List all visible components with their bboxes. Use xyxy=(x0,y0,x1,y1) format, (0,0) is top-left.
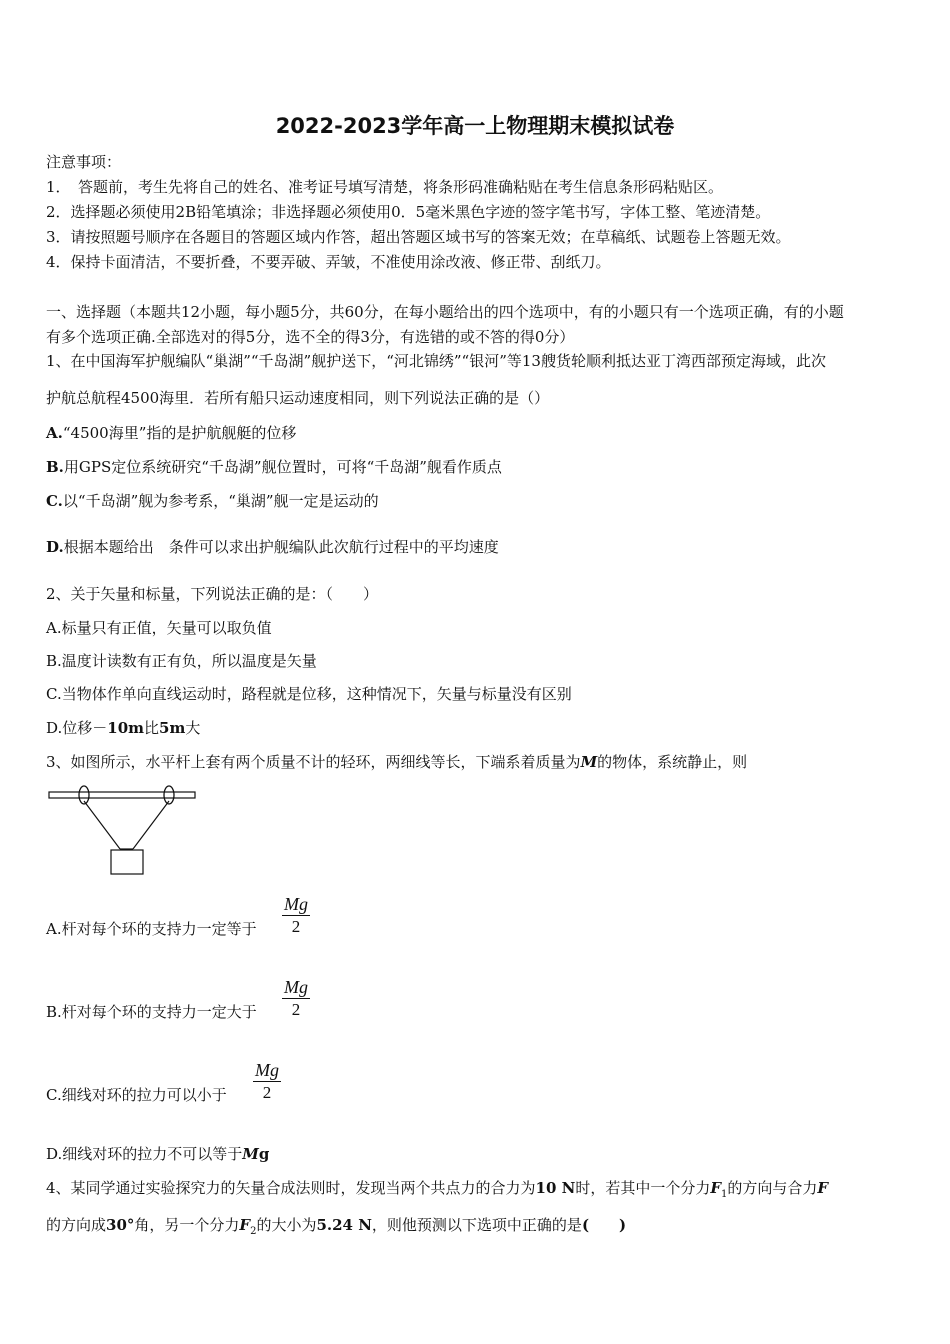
hanging-block xyxy=(111,850,143,874)
q4-l2-a: 的方向成 xyxy=(46,1216,107,1234)
fraction-numerator: Mg xyxy=(284,894,308,914)
q2-option-b: B.温度计读数有正有负，所以温度是矢量 xyxy=(46,652,317,670)
q1-option-b xyxy=(46,457,502,477)
q4-l2-paren: ( ) xyxy=(581,1216,627,1234)
q1-stem-line-1: 1、在中国海军护舰编队“巢湖”“千岛湖”舰护送下，“河北锦绣”“银河”等13艘货轮顺利抵达亚丁湾西部预定海域，此次 xyxy=(46,352,826,370)
q1-option-a xyxy=(46,423,296,443)
q1-option-b-key: B. xyxy=(46,458,64,476)
section-instructions-line-2: 有多个选项正确.全部选对的得5分，选不全的得3分，有选错的或不答的得0分） xyxy=(46,328,575,346)
q4-l2-force-sub: 2 xyxy=(250,1226,257,1237)
page-title: 2022-2023学年高一上物理期末模拟试卷 xyxy=(275,114,675,138)
q3-stem xyxy=(46,752,747,772)
q4-l1-b: 时，若其中一个分力 xyxy=(575,1179,711,1197)
q3-option-d xyxy=(46,1144,269,1164)
q3-stem-pre: 3、如图所示，水平杆上套有两个质量不计的轻环，两细线等长，下端系着质量为 xyxy=(46,753,581,771)
q1-option-d-text: 根据本题给出 条件可以求出护舰编队此次航行过程中的平均速度 xyxy=(63,538,499,556)
notice-item-1: 1． 答题前，考生先将自己的姓名、准考证号填写清楚，将条形码准确粘贴在考生信息条形码粘贴区。 xyxy=(46,178,724,196)
q4-l1-c: 的方向与合力 xyxy=(727,1179,818,1197)
q4-l1-force-sub: 1 xyxy=(721,1189,728,1200)
q2-option-d xyxy=(46,718,200,738)
q4-l2-b: 角，另一个分力 xyxy=(134,1216,240,1234)
q1-stem-line-2: 护航总航程4500海里．若所有船只运动速度相同，则下列说法正确的是（） xyxy=(46,389,550,407)
q4-stem-line-1 xyxy=(46,1178,828,1205)
q2-option-d-value-1: 10m xyxy=(107,719,145,737)
q4-l1-value: 10 N xyxy=(535,1179,576,1197)
notice-item-3: 3．请按照题号顺序在各题目的答题区域内作答，超出答题区域书写的答案无效；在草稿纸、试题卷上答题无效。 xyxy=(46,228,791,246)
fraction-denominator: 2 xyxy=(291,1000,301,1019)
horizontal-rod xyxy=(49,792,195,798)
q2-option-d-value-2: 5m xyxy=(159,719,186,737)
fraction-numerator: Mg xyxy=(255,1060,279,1080)
q1-option-d-key: D. xyxy=(46,538,64,556)
fraction-numerator: Mg xyxy=(284,977,308,997)
fraction-denominator: 2 xyxy=(291,917,301,936)
fraction-denominator: 2 xyxy=(262,1083,272,1102)
q4-l1-force: F xyxy=(710,1179,722,1197)
q1-option-a-text: “4500海里”指的是护航舰艇的位移 xyxy=(62,424,297,442)
notice-item-2: 2．选择题必须使用2B铅笔填涂；非选择题必须使用0．5毫米黑色字迹的签字笔书写，字体工整、笔迹清楚。 xyxy=(46,203,771,221)
section-instructions-line-1: 一、选择题（本题共12小题，每小题5分，共60分，在每小题给出的四个选项中，有的小题只有一个选项正确，有的小题 xyxy=(46,303,844,321)
q4-l1-a: 4、某同学通过实验探究力的矢量合成法则时，发现当两个共点力的合力为 xyxy=(46,1179,536,1197)
q3-option-a: A.杆对每个环的支持力一定等于 xyxy=(46,920,257,938)
q2-option-a: A.标量只有正值，矢量可以取负值 xyxy=(46,619,272,637)
q4-l1-resultant: F xyxy=(817,1179,829,1197)
q4-l2-value: 5.24 N xyxy=(316,1216,372,1234)
left-string xyxy=(84,801,120,849)
q4-l2-c: 的大小为 xyxy=(256,1216,317,1234)
q4-l2-angle: 30° xyxy=(106,1216,135,1234)
q3-option-c-fraction xyxy=(253,1059,281,1104)
q2-option-d-mid: 比 xyxy=(144,719,160,737)
q2-option-d-post: 大 xyxy=(185,719,201,737)
notice-heading: 注意事项： xyxy=(46,153,122,171)
right-string xyxy=(133,801,169,849)
q4-l2-d: ，则他预测以下选项中正确的是 xyxy=(371,1216,582,1234)
q3-stem-mass: M xyxy=(580,753,598,771)
q1-option-d xyxy=(46,537,499,557)
notice-item-4: 4．保持卡面清洁，不要折叠，不要弄破、弄皱，不准使用涂改液、修正带、刮纸刀。 xyxy=(46,253,611,271)
q3-stem-post: 的物体，系统静止，则 xyxy=(597,753,748,771)
q4-stem-line-2 xyxy=(46,1215,626,1242)
q1-option-c xyxy=(46,491,379,511)
q3-option-c: C.细线对环的拉力可以小于 xyxy=(46,1086,227,1104)
q3-option-b: B.杆对每个环的支持力一定大于 xyxy=(46,1003,257,1021)
q2-option-d-pre: D.位移－ xyxy=(46,719,108,737)
q2-stem: 2、关于矢量和标量，下列说法正确的是：（ ） xyxy=(46,585,379,603)
q3-option-d-pre: D.细线对环的拉力不可以等于 xyxy=(46,1145,243,1163)
q2-option-c: C.当物体作单向直线运动时，路程就是位移，这种情况下，矢量与标量没有区别 xyxy=(46,685,572,703)
q4-l2-force: F xyxy=(239,1216,251,1234)
q3-option-b-fraction xyxy=(282,976,310,1021)
q1-option-c-key: C. xyxy=(46,492,63,510)
q3-option-a-fraction xyxy=(282,893,310,938)
q1-option-b-text: 用GPS定位系统研究“千岛湖”舰位置时，可将“千岛湖”舰看作质点 xyxy=(63,458,502,476)
q1-option-c-text: 以“千岛湖”舰为参考系，“巢湖”舰一定是运动的 xyxy=(62,492,379,510)
q3-rod-rings-figure xyxy=(46,783,201,879)
q3-option-d-g: g xyxy=(258,1145,270,1163)
q3-option-d-mass: M xyxy=(242,1145,259,1163)
q1-option-a-key: A. xyxy=(46,424,63,442)
